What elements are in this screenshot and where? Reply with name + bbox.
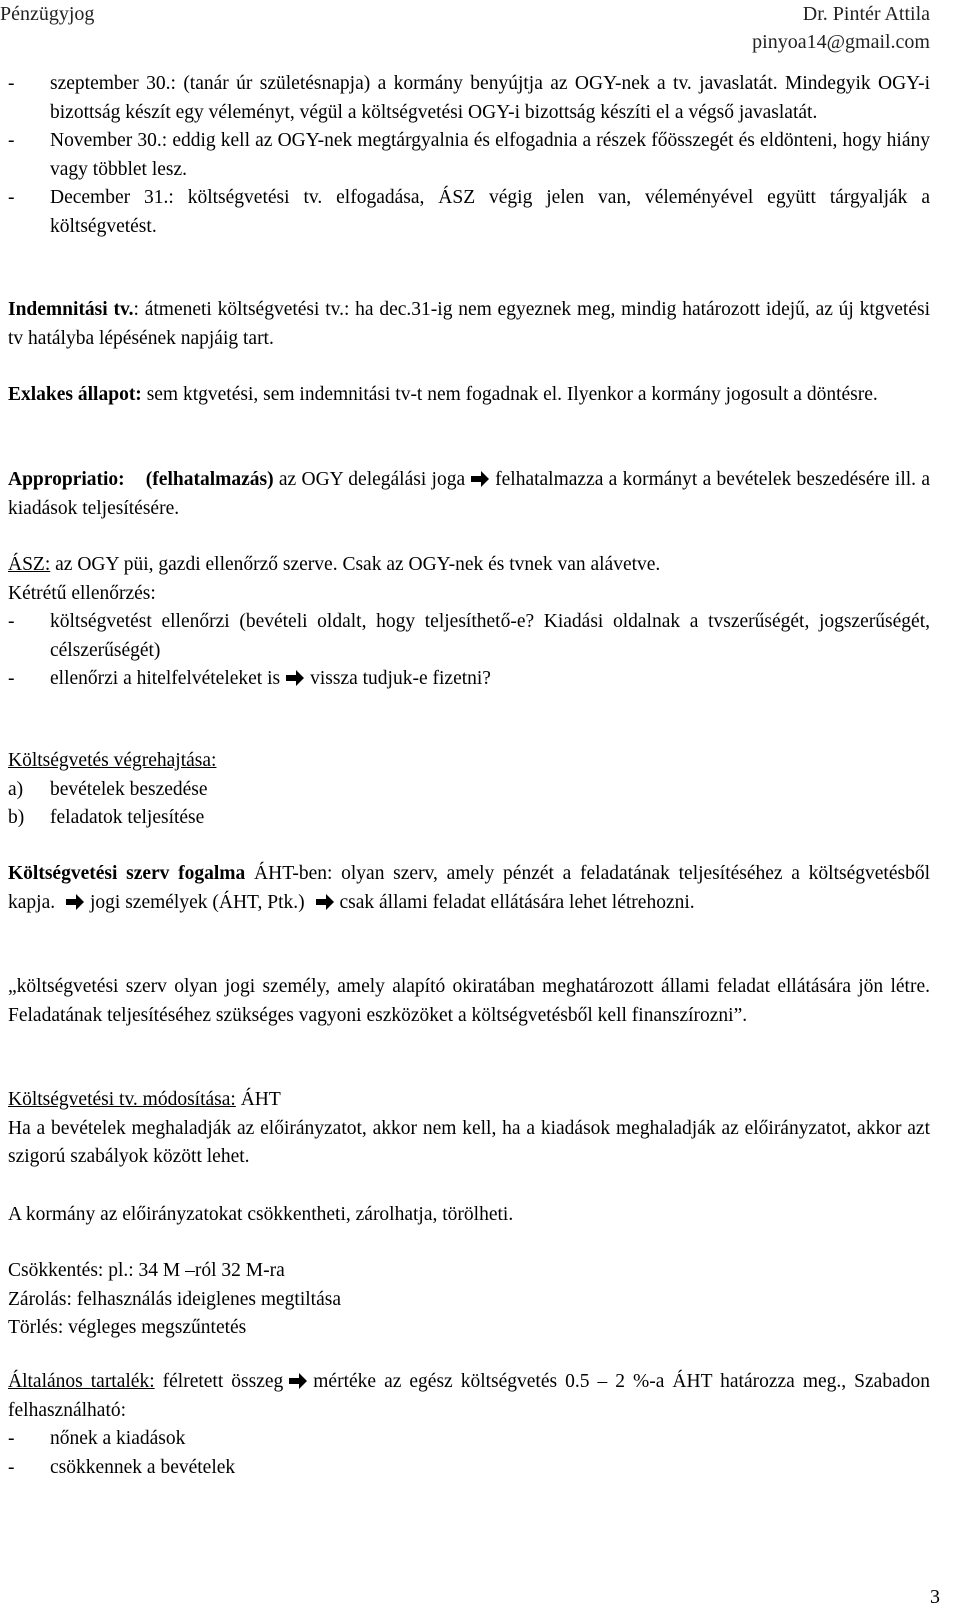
indemnitasi-text: : átmeneti költségvetési tv.: ha dec.31-ig nem egyeznek meg, mindig határozott idejű, az új ktgvetési tv hatályba lépésének napjáig tart. [8, 299, 930, 349]
definitions-list [8, 1257, 930, 1343]
timeline-item [8, 70, 930, 127]
header-author-name: Dr. Pintér Attila [802, 3, 930, 25]
appropriatio-paragraph [8, 466, 930, 523]
asz-item-text-before: ellenőrzi a hitelfelvételeket is [50, 668, 281, 689]
ketretu-label: Kétrétű ellenőrzés: [8, 582, 156, 604]
vegrehajtas-item-text: bevételek beszedése [50, 778, 208, 800]
asz-section [8, 551, 930, 694]
exlakes-term: Exlakes állapot: [8, 384, 142, 405]
arrow-right-icon [471, 471, 489, 487]
szerv-text-1: ÁHT-ben: olyan szerv, amely pénzét a feladatának teljesítéséhez a költségvetésből kapja. [8, 863, 930, 913]
timeline-item [8, 184, 930, 241]
header-author-email: pinyoa14@gmail.com [752, 31, 930, 53]
altalanos-list-item [8, 1425, 930, 1454]
altalanos-text-after: mértéke az egész költségvetés 0.5 – 2 %-a ÁHT határozza meg., Szabadon felhasználható: [8, 1371, 930, 1421]
timeline-item-text: November 30.: eddig kell az OGY-nek megtárgyalnia és elfogadnia a részek főösszegét és eldönteni, hogy hiány vagy többlet lesz. [50, 130, 930, 180]
list-label: a) [8, 778, 24, 800]
appropriatio-text-before: az OGY delegálási joga [273, 469, 466, 490]
szerv-text-3: csak állami feladat ellátására lehet létrehozni. [339, 891, 695, 913]
asz-list-item [8, 665, 930, 694]
vegrehajtas-item-text: feladatok teljesítése [50, 807, 205, 828]
list-dash: - [8, 187, 15, 208]
altalanos-paragraph [8, 1368, 930, 1425]
page-number: 3 [930, 1586, 940, 1608]
modositasa-section [8, 1086, 930, 1172]
timeline-item [8, 127, 930, 184]
asz-item-text: költségvetést ellenőrzi (bevételi oldalt, hogy teljesíthető-e? Kiadási oldalnak a tvszerűségét, jogszerűségét, célszerűségét) [50, 611, 930, 661]
arrow-right-icon [286, 670, 304, 686]
szerv-term: Költségvetési szerv fogalma [8, 863, 246, 884]
indemnitasi-term: Indemnitási tv. [8, 299, 134, 320]
appropriatio-term-alt: (felhatalmazás) [145, 469, 274, 490]
list-dash: - [8, 611, 15, 632]
arrow-right-icon [316, 894, 334, 910]
appropriatio-term: Appropriatio: [8, 469, 125, 490]
list-dash: - [8, 668, 15, 689]
szerv-paragraph [8, 860, 930, 917]
list-dash: - [8, 1456, 15, 1478]
asz-text: az OGY püi, gazdi ellenőrző szerve. Csak az OGY-nek és tvnek van alávetve. [50, 554, 661, 575]
asz-term: ÁSZ: [8, 554, 51, 575]
altalanos-title: Általános tartalék: [8, 1371, 155, 1392]
exlakes-text: sem ktgvetési, sem indemnitási tv-t nem fogadnak el. Ilyenkor a kormány jogosult a döntésre. [141, 384, 878, 405]
timeline-item-text: December 31.: költségvetési tv. elfogadása, ÁSZ végig jelen van, véleményével együtt tárgyalják a költségvetést. [50, 187, 930, 237]
altalanos-section [8, 1368, 930, 1482]
asz-line [8, 551, 930, 580]
altalanos-item-text: nőnek a kiadások [50, 1428, 186, 1449]
appropriatio-text-after: felhatalmazza a kormányt a bevételek beszedésére ill. a kiadások teljesítésére. [8, 469, 930, 519]
arrow-right-icon [289, 1373, 307, 1389]
asz-list-item [8, 608, 930, 665]
altalanos-item-text: csökkennek a bevételek [50, 1456, 236, 1478]
vegrehajtas-item [8, 804, 930, 833]
timeline-item-text: szeptember 30.: (tanár úr születésnapja) a kormány benyújtja az OGY-nek a tv. javaslatát. Mindegyik OGY-i bizottság készít egy véleményt, végül a költségvetési OGY-i bizottság készíti el a végső javaslatát. [50, 73, 930, 123]
vegrehajtas-title: Költségvetés végrehajtása: [8, 750, 217, 771]
definition-line: Zárolás: felhasználás ideiglenes megtiltása [8, 1288, 341, 1310]
szerv-text-2: jogi személyek (ÁHT, Ptk.) [89, 891, 305, 913]
arrow-right-icon [66, 894, 84, 910]
indemnitasi-paragraph [8, 296, 930, 353]
vegrehajtas-section [8, 747, 930, 833]
list-dash: - [8, 130, 15, 151]
list-dash: - [8, 73, 15, 94]
altalanos-list-item [8, 1454, 930, 1483]
modositasa-title: Költségvetési tv. módosítása: [8, 1089, 236, 1110]
list-dash: - [8, 1428, 15, 1449]
modositasa-title-after: ÁHT [235, 1089, 281, 1110]
definition-quote: „költségvetési szerv olyan jogi személy, amely alapító okiratában meghatározott állami feladat ellátására jön létre. Feladatának teljesítéséhez szükséges vagyoni eszközöket a költségvetésből kell finanszírozni”. [8, 976, 930, 1026]
exlakes-paragraph [8, 381, 930, 410]
altalanos-text-before: félretett összeg [154, 1371, 284, 1392]
list-label: b) [8, 807, 25, 828]
asz-item-text-after: vissza tudjuk-e fizetni? [310, 668, 491, 689]
definition-line: Törlés: végleges megszűntetés [8, 1317, 247, 1338]
timeline-list [8, 70, 930, 241]
header-left-title: Pénzügyjog [0, 3, 95, 25]
kormany-paragraph: A kormány az előirányzatokat csökkentheti, zárolhatja, törölheti. [8, 1204, 514, 1225]
vegrehajtas-item [8, 776, 930, 805]
definition-line: Csökkentés: pl.: 34 M –ról 32 M-ra [8, 1260, 285, 1281]
modositasa-text: Ha a bevételek meghaladják az előirányzatot, akkor nem kell, ha a kiadások meghaladják az előirányzatot, akkor azt szigorú szabályok között lehet. [8, 1117, 930, 1167]
